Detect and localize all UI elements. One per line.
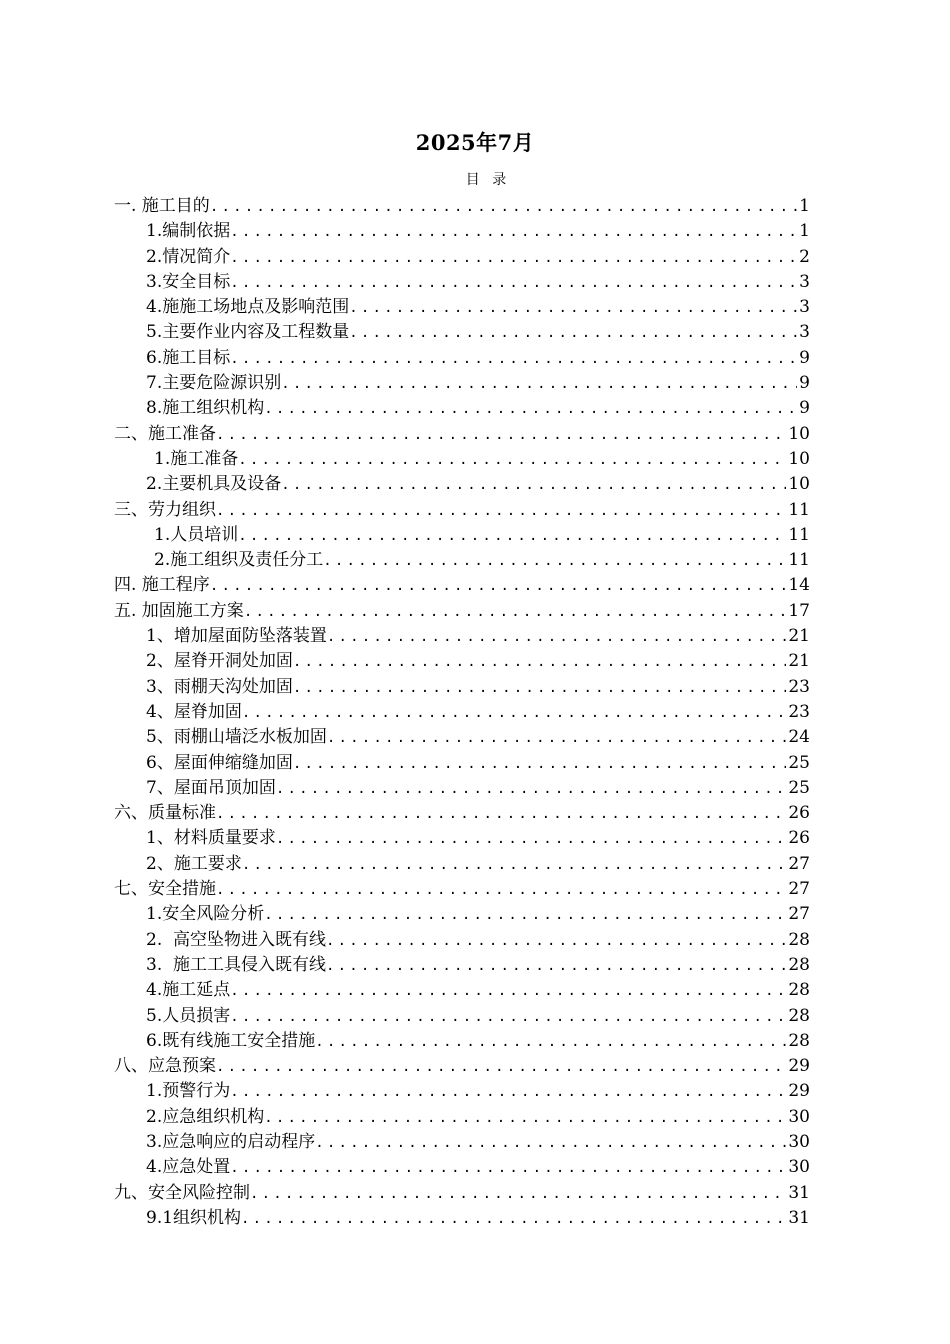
toc-page-number: 26 (788, 828, 810, 849)
toc-dot-leader (323, 549, 786, 573)
toc-entry-title: 1.施工准备 (154, 448, 239, 469)
toc-dot-leader (216, 1055, 786, 1079)
toc-entry[interactable] (114, 902, 810, 927)
toc-dot-leader (315, 1131, 786, 1155)
toc-dot-leader (216, 423, 786, 447)
toc-entry-title: 1.预警行为 (146, 1081, 231, 1102)
toc-page-number: 21 (788, 651, 810, 672)
toc-page-number: 27 (788, 904, 810, 925)
toc-entry[interactable] (114, 953, 810, 978)
toc-entry-title: 2.主要机具及设备 (146, 474, 282, 495)
toc-entry-title: 四. 施工程序 (114, 575, 210, 596)
toc-entry-title: 8.施工组织机构 (146, 398, 265, 419)
toc-entry-title: 3.安全目标 (146, 271, 231, 292)
toc-dot-leader (281, 372, 797, 396)
toc-entry[interactable] (114, 498, 810, 523)
toc-dot-leader (238, 448, 786, 472)
toc-entry-title: 2. 高空坠物进入既有线 (146, 929, 327, 950)
toc-page-number: 17 (788, 600, 810, 621)
toc-page-number: 3 (799, 271, 810, 292)
toc-page-number: 23 (788, 701, 810, 722)
toc-entry[interactable] (114, 599, 810, 624)
toc-entry-title: 5.人员损害 (146, 1005, 231, 1026)
toc-entry[interactable] (114, 295, 810, 320)
toc-dot-leader (210, 195, 797, 219)
toc-page-number: 28 (788, 980, 810, 1001)
toc-entry-title: 6、屋面伸缩缝加固 (146, 752, 293, 773)
toc-page-number: 10 (788, 474, 810, 495)
toc-entry[interactable] (114, 371, 810, 396)
toc-dot-leader (326, 929, 786, 953)
toc-page-number: 31 (788, 1182, 810, 1203)
toc-page-number: 11 (788, 524, 810, 545)
toc-page-number: 1 (799, 196, 810, 216)
toc-page-number: 29 (788, 1056, 810, 1077)
toc-entry-title: 3.应急响应的启动程序 (146, 1131, 316, 1152)
toc-entry-title: 6.施工目标 (146, 347, 231, 368)
toc-entry[interactable] (114, 1181, 810, 1206)
toc-entry[interactable] (114, 725, 810, 750)
toc-dot-leader (293, 650, 787, 674)
toc-page-number: 3 (799, 297, 810, 318)
toc-entry-title: 二、施工准备 (114, 423, 216, 444)
toc-page-number: 10 (788, 423, 810, 444)
toc-dot-leader (326, 954, 786, 978)
toc-entry-title: 4.施工延点 (146, 980, 231, 1001)
toc-page-number: 28 (788, 1005, 810, 1026)
toc-dot-leader (327, 726, 787, 750)
toc-entry-title: 9.1组织机构 (146, 1207, 242, 1228)
toc-entry[interactable] (114, 852, 810, 877)
toc-page-number: 23 (788, 676, 810, 697)
toc-entry[interactable] (114, 1105, 810, 1130)
toc-dot-leader (230, 979, 786, 1003)
toc-page-number: 1 (799, 221, 810, 242)
toc-entry[interactable] (114, 346, 810, 371)
toc-page-number: 28 (788, 929, 810, 950)
toc-entry[interactable] (114, 649, 810, 674)
toc-entry[interactable] (114, 219, 810, 244)
toc-page-number: 28 (788, 1030, 810, 1051)
toc-entry-title: 一. 施工目的 (114, 196, 210, 216)
toc-entry[interactable] (114, 624, 810, 649)
toc-entry[interactable] (114, 194, 810, 219)
toc-entry-title: 2、施工要求 (146, 853, 242, 874)
toc-dot-leader (281, 473, 786, 497)
toc-entry[interactable] (114, 776, 810, 801)
toc-dot-leader (349, 321, 797, 345)
toc-entry-title: 1、增加屋面防坠落装置 (146, 626, 327, 647)
toc-dot-leader (216, 878, 786, 902)
toc-entry-title: 5.主要作业内容及工程数量 (146, 322, 350, 343)
toc-heading: 目 录 (465, 172, 511, 188)
toc-entry-title: 3. 施工工具侵入既有线 (146, 954, 327, 975)
toc-page-number: 24 (788, 727, 810, 748)
toc-dot-leader (293, 752, 787, 776)
toc-entry-title: 4.施施工场地点及影响范围 (146, 297, 350, 318)
toc-entry-title: 3、雨棚天沟处加固 (146, 676, 293, 697)
toc-entry[interactable] (114, 548, 810, 573)
toc-page-number: 9 (799, 347, 810, 368)
toc-page-number: 3 (799, 322, 810, 343)
toc-entry[interactable] (114, 1054, 810, 1079)
toc-entry-title: 2.应急组织机构 (146, 1106, 265, 1127)
toc-page-number: 31 (788, 1207, 810, 1228)
toc-entry[interactable] (114, 1079, 810, 1104)
toc-entry-title: 1.人员培训 (154, 524, 239, 545)
toc-page-number: 29 (788, 1081, 810, 1102)
toc-page-number: 27 (788, 853, 810, 874)
toc-entry-title: 5、雨棚山墙泛水板加固 (146, 727, 327, 748)
toc-entry-title: 2.施工组织及责任分工 (154, 550, 324, 571)
toc-page-number: 11 (788, 499, 810, 520)
toc-entry-title: 4.应急处置 (146, 1157, 231, 1178)
toc-entry-title: 九、安全风险控制 (114, 1182, 250, 1203)
toc-page-number: 2 (799, 246, 810, 267)
toc-dot-leader (210, 574, 787, 598)
toc-entry[interactable] (114, 751, 810, 776)
toc-entry[interactable] (114, 1206, 810, 1231)
toc-page-number: 30 (788, 1131, 810, 1152)
toc-dot-leader (230, 1005, 786, 1029)
toc-entry-title: 2.情况简介 (146, 246, 231, 267)
toc-dot-leader (242, 701, 787, 725)
toc-entry[interactable] (114, 826, 810, 851)
toc-entry[interactable] (114, 1004, 810, 1029)
toc-entry-title: 三、劳力组织 (114, 499, 216, 520)
toc-entry-title: 八、应急预案 (114, 1056, 216, 1077)
toc-dot-leader (230, 271, 797, 295)
toc-dot-leader (230, 1156, 786, 1180)
toc-dot-leader (230, 220, 797, 244)
toc-dot-leader (349, 296, 797, 320)
table-of-contents (114, 194, 810, 1231)
toc-dot-leader (276, 777, 787, 801)
toc-entry[interactable] (114, 1130, 810, 1155)
toc-entry[interactable] (114, 396, 810, 421)
toc-dot-leader (315, 1030, 786, 1054)
toc-dot-leader (238, 524, 786, 548)
toc-dot-leader (264, 903, 786, 927)
toc-entry[interactable] (114, 877, 810, 902)
toc-page-number: 9 (799, 398, 810, 419)
toc-entry[interactable] (114, 245, 810, 270)
toc-dot-leader (276, 827, 787, 851)
toc-page-number: 14 (788, 575, 810, 596)
toc-entry-title: 1.编制依据 (146, 221, 231, 242)
toc-dot-leader (216, 802, 786, 826)
toc-page-number: 26 (788, 803, 810, 824)
toc-entry-title: 1.安全风险分析 (146, 904, 265, 925)
toc-entry-title: 五. 加固施工方案 (114, 600, 244, 621)
toc-page-number: 10 (788, 448, 810, 469)
toc-entry[interactable] (114, 472, 810, 497)
toc-dot-leader (216, 499, 786, 523)
toc-entry[interactable] (114, 700, 810, 725)
toc-dot-leader (241, 1207, 786, 1231)
toc-entry-title: 1、材料质量要求 (146, 828, 276, 849)
toc-entry-title: 7.主要危险源识别 (146, 373, 282, 394)
toc-dot-leader (327, 625, 787, 649)
toc-page-number: 11 (788, 550, 810, 571)
toc-page-number: 9 (799, 373, 810, 394)
toc-entry[interactable] (114, 1029, 810, 1054)
toc-entry[interactable] (114, 573, 810, 598)
toc-entry[interactable] (114, 675, 810, 700)
toc-dot-leader (250, 1182, 786, 1206)
toc-page-number: 25 (788, 777, 810, 798)
toc-page-number: 30 (788, 1106, 810, 1127)
toc-entry[interactable] (114, 523, 810, 548)
toc-entry[interactable] (114, 978, 810, 1003)
toc-entry-title: 2、屋脊开洞处加固 (146, 651, 293, 672)
toc-dot-leader (230, 347, 797, 371)
toc-dot-leader (242, 853, 787, 877)
page-title: 2025年7月 (415, 130, 535, 155)
toc-dot-leader (230, 246, 797, 270)
toc-page-number: 28 (788, 954, 810, 975)
toc-entry[interactable] (114, 928, 810, 953)
toc-entry[interactable] (114, 270, 810, 295)
toc-entry[interactable] (114, 1155, 810, 1180)
toc-entry-title: 4、屋脊加固 (146, 701, 242, 722)
toc-entry-title: 6.既有线施工安全措施 (146, 1030, 316, 1051)
toc-page-number: 30 (788, 1157, 810, 1178)
toc-dot-leader (230, 1080, 786, 1104)
toc-entry-title: 六、质量标准 (114, 803, 216, 824)
toc-entry-title: 七、安全措施 (114, 879, 216, 900)
toc-entry-title: 7、屋面吊顶加固 (146, 777, 276, 798)
toc-dot-leader (293, 676, 787, 700)
toc-entry[interactable] (114, 422, 810, 447)
toc-page-number: 27 (788, 879, 810, 900)
toc-entry[interactable] (114, 801, 810, 826)
toc-page-number: 21 (788, 626, 810, 647)
toc-dot-leader (264, 397, 797, 421)
toc-entry[interactable] (114, 320, 810, 345)
toc-dot-leader (264, 1106, 786, 1130)
toc-dot-leader (244, 600, 787, 624)
toc-entry[interactable] (114, 447, 810, 472)
toc-page-number: 25 (788, 752, 810, 773)
